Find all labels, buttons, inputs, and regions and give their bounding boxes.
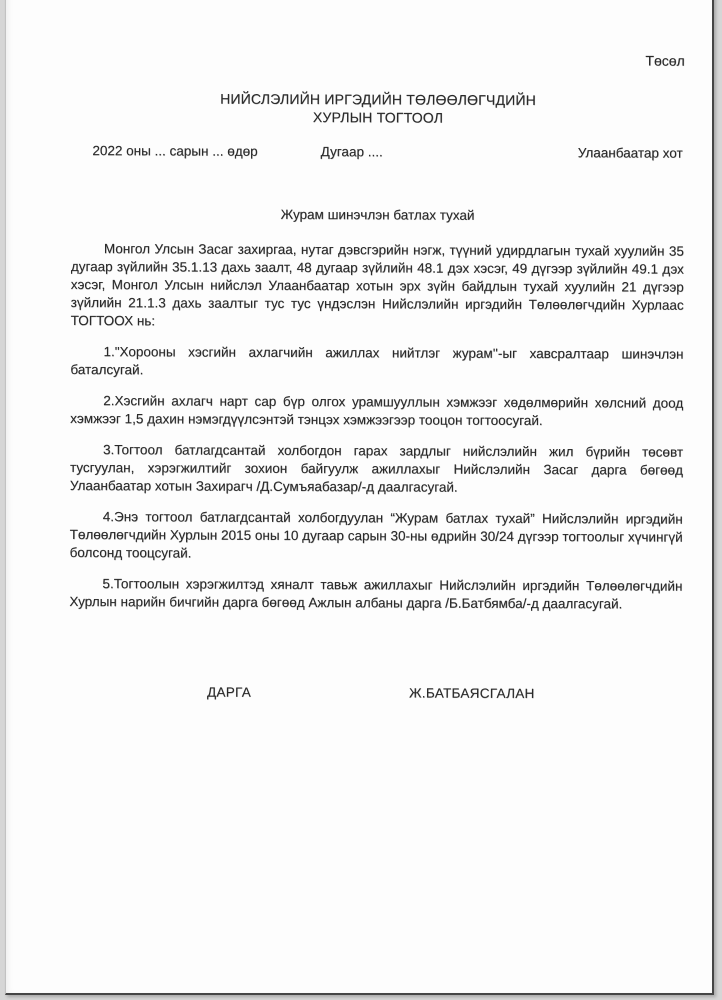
signature-row: [69, 683, 682, 704]
resolution-item-2: 2.Хэсгийн ахлагч нарт сар бүр олгох урамшууллын хэмжээг хөдөлмөрийн хөлсний доод хэмжээг 1,5 дахин нэмэгдүүлсэнтэй тэнцэх хэмжээгээр тооцон тогтоосугай.: [70, 393, 684, 429]
date-number-city-row: [71, 142, 684, 163]
resolution-item-1: 1."Хорооны хэсгийн ахлагчийн ажиллах нийтлэг журам''-ыг хавсралтаар шинэчлэн баталсугай.: [70, 344, 684, 378]
resolution-item-5: 5.Тогтоолын хэрэгжилтэд хяналт тавьж ажиллахыг Нийслэлийн иргэдийн Төлөөлөгчдийн Хурлын нарийн бичгийн дарга бөгөөд Ажлын албаны дарга /Б.Батбямба/-д даалгасугай.: [69, 576, 683, 612]
preamble-paragraph: Монгол Улсын Засаг захиргаа, нутаг дэвсгэрийн нэгж, түүний удирдлагын тухай хуулийн 35 дугаар зүйлийн 35.1.13 дахь заалт, 48 дугаар зүйлийн 48.1 дэх хэсэг, 49 дүгээр зүйлийн 49.1 дэх хэсэг, Монгол Улсын нийслэл Улаанбаатар хотын эрх зүйн байдлын тухай хуулийн 21 дүгээр зүйлийн 21.1.3 дахь заалтыг тус тус үндэслэн Нийслэлийн иргэдийн Төлөөлөгчдийн Хурлаас ТОГТООХ нь:: [70, 241, 684, 329]
resolution-item-4: 4.Энэ тогтоол батлагдсантай холбогдуулан “Журам батлах тухай” Нийслэлийн иргэдийн Төлөөлөгчдийн Хурлын 2015 оны 10 дугаар сарын 30-ны өдрийн 30/24 дүгээр тогтоолыг хүчингүй болсонд тооцсугай.: [69, 509, 683, 561]
date-field: 2022 оны ... сарын ... өдөр: [92, 143, 258, 159]
signature-role: ДАРГА: [206, 684, 252, 700]
org-title-line2: ХУРЛЫН ТОГТООЛ: [312, 108, 444, 126]
org-title-line1: НИЙСЛЭЛИЙН ИРГЭДИЙН ТӨЛӨӨЛӨГЧДИЙН: [220, 90, 537, 109]
document-title: [71, 90, 684, 128]
city-field: Улаанбаатар хот: [577, 145, 683, 161]
scanned-document-page: [5, 0, 714, 995]
resolution-item-3: 3.Тогтоол батлагдсантай холбогдон гарах зардлыг нийслэлийн жил бүрийн төсөвт тусгуулан, хэрэгжилтийг зохион байгуулж ажиллахыг Нийслэлийн Засаг дарга бөгөөд Улаанбаатар хотын Захирагч /Д.Сумъяабазар/-д даалгасугай.: [69, 442, 684, 495]
draft-tag: Төсөл: [645, 52, 685, 69]
subject-title: Журам шинэчлэн батлах тухай: [280, 206, 475, 223]
signature-name: Ж.БАТБАЯСГАЛАН: [409, 685, 535, 702]
document-content: [69, 0, 685, 704]
decree-number-field: Дугаар ....: [320, 144, 383, 160]
